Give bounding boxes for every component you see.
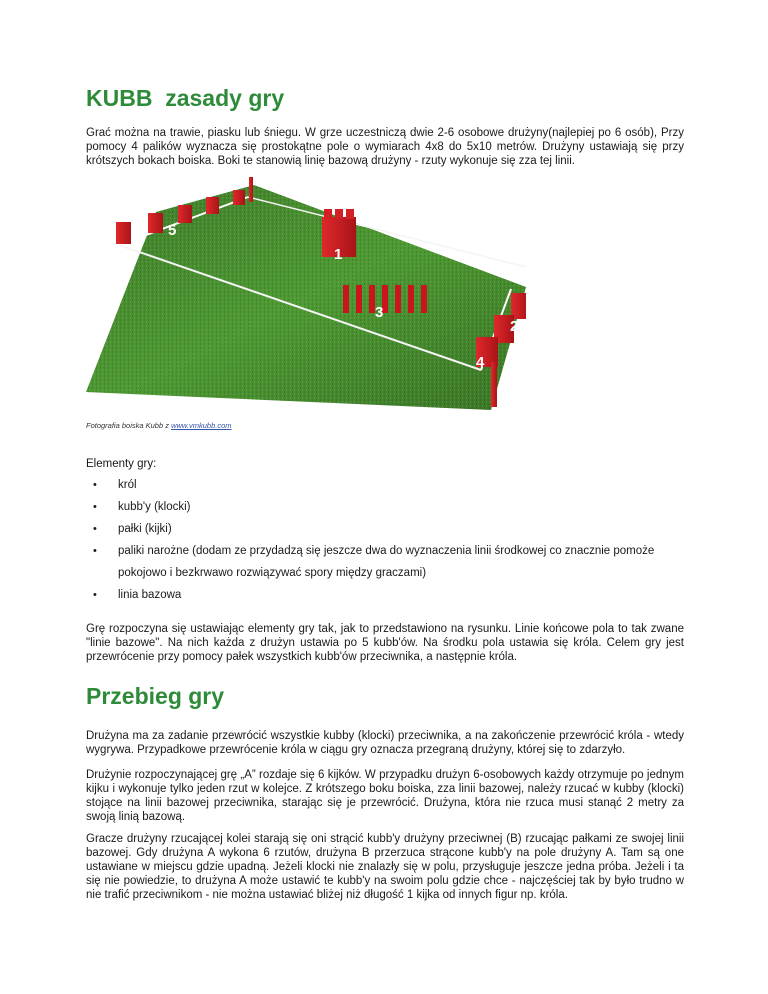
list-item: • pałki (kijki) [86,518,684,540]
elements-list [86,474,684,606]
number-5: 5 [168,222,177,239]
number-1: 1 [334,246,343,263]
gameplay-paragraph-2: Drużynie rozpoczynającej grę „A” rozdaje się 6 kijków. W przypadku drużyn 6-osobowych każdy otrzymuje po jednym kijku i wykonuje tylko jeden rzut w kolejce. Z krótszego boku boiska, zza linii bazowej, należy rzucać w kubby (klocki) stojące na linii bazowej przeciwnika, starając się je przewrócić. Drużyna, która nie rzuca musi stanąć 2 metry za swoją linią bazową. [86,769,684,823]
page-title: KUBB zasady gry [86,85,285,111]
caption-text: Fotografia boiska Kubb z [86,421,172,430]
gameplay-paragraph-1: Drużyna ma za zadanie przewrócić wszystkie kubby (klocki) przeciwnika, a na zakończenie przewrócić króla - wtedy wygrywa. Przypadkowe przewrócenie króla w ciągu gry oznacza przegraną drużyny, której się to zdarzyło. [86,730,684,756]
number-4: 4 [476,354,485,371]
gameplay-paragraph-3: Gracze drużyny rzucającej kolei starają się oni strącić kubb'y drużyny przeciwnej (B) rzucając pałkami ze swojej linii bazowej. Gdy drużyna A wykona 6 rzutów, drużyna B przerzuca strącone kubb'y na pole drużyny A. Tam są one ustawiane w miejscu gdzie upadną. Jeżeli klocki nie znalazły się w polu, przysługuje jeszcze jedna próba. Jeżeli i ta się nie powiedzie, to drużyna A może ustawić te kubb'y na swoim polu gdzie chce - najczęściej tak by było trudno w nie trafić przeciwnikom - nie można ustawiać bliżej niż długość 1 kijka od innych figur np. króla. [86,833,684,901]
caption-link[interactable]: www.vmkubb.com [171,421,232,430]
list-item: • kubb'y (klocki) [86,496,684,518]
number-3: 3 [375,304,384,321]
intro-paragraph: Grać można na trawie, piasku lub śniegu. W grze uczestniczą dwie 2-6 osobowe drużyny(najlepiej po 6 osób), Przy pomocy 4 palików wyznacza się prostokątne pole o wymiarach 4x8 do 5x10 metrów. Drużyny ustawiają się przy krótszych bokach boiska. Boki te stanowią linię bazową drużyny - rzuty wykonuje się zza tej linii. [86,127,684,167]
number-2: 2 [510,318,519,335]
list-item: • król [86,474,684,496]
setup-paragraph: Grę rozpoczyna się ustawiając elementy gry tak, jak to przedstawiono na rysunku. Linie końcowe pola to tak zwane "linie bazowe". Na nich każda z drużyn ustawia po 5 kubb'ów. Na środku pola ustawia się króla. Celem gry jest przewrócenie przy pomocy pałek wszystkich kubb'ów przeciwnika, a następnie króla. [86,623,684,663]
list-item: • linia bazowa [86,584,684,606]
elements-heading: Elementy gry: [86,458,157,470]
list-item: • paliki narożne (dodam ze przydadzą się jeszcze dwa do wyznaczenia linii środkowej co znacznie pomoże pokojowo i bezkrwawo rozwiązywać spory między graczami) [86,540,684,584]
kubb-field-photo [86,177,526,412]
section-title: Przebieg gry [86,683,225,709]
photo-caption [86,421,232,430]
